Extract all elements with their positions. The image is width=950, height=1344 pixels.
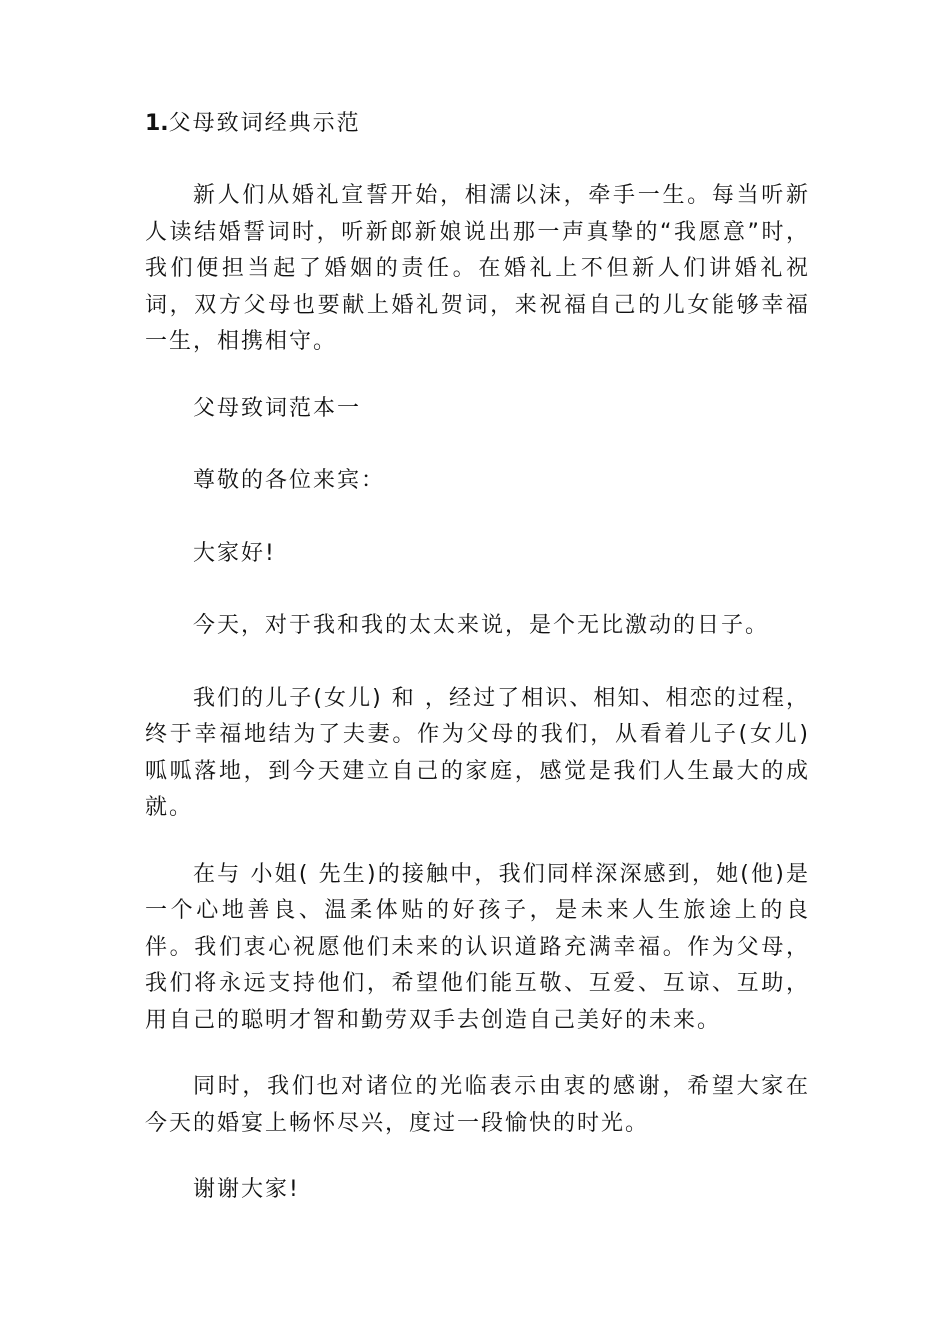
intro-paragraph: 新人们从婚礼宣誓开始，相濡以沫，牵手一生。每当听新人读结婚誓词时，听新郎新娘说出那一声真挚的“我愿意”时，我们便担当起了婚姻的责任。在婚礼上不但新人们讲婚礼祝词，双方父母也要献上婚礼贺词，来祝福自己的儿女能够幸福一生，相携相守。 <box>145 183 811 354</box>
section-heading <box>145 108 810 140</box>
body-paragraph-2: 在与 小姐( 先生)的接触中，我们同样深深感到，她(他)是一个心地善良、温柔体贴的好孩子，是未来人生旅途上的良伴。我们衷心祝愿他们未来的认识道路充满幸福。作为父母，我们将永远支持他们，希望他们能互敬、互爱、互谅、互助，用自己的聪明才智和勤劳双手去创造自己美好的未来。 <box>145 861 810 1033</box>
document-body <box>145 108 810 1245</box>
section-title: 父母致词经典示范 <box>168 111 361 136</box>
section-number: 1. <box>145 111 169 136</box>
body-paragraph-1: 我们的儿子(女儿) 和 ，经过了相识、相知、相恋的过程，终于幸福地结为了夫妻。作为父母的我们，从看着儿子(女儿)呱呱落地，到今天建立自己的家庭，感觉是我们人生最大的成就。 <box>145 685 810 820</box>
greeting: 大家好! <box>193 540 276 566</box>
closing-thanks: 谢谢大家! <box>193 1177 300 1202</box>
opening-paragraph: 今天，对于我和我的太太来说，是个无比激动的日子。 <box>193 613 770 638</box>
salutation: 尊敬的各位来宾： <box>193 468 386 493</box>
sample-title: 父母致词范本一 <box>193 395 362 421</box>
body-paragraph-3: 同时，我们也对诸位的光临表示由衷的感谢，希望大家在今天的婚宴上畅怀尽兴，度过一段愉快的时光。 <box>145 1074 810 1136</box>
